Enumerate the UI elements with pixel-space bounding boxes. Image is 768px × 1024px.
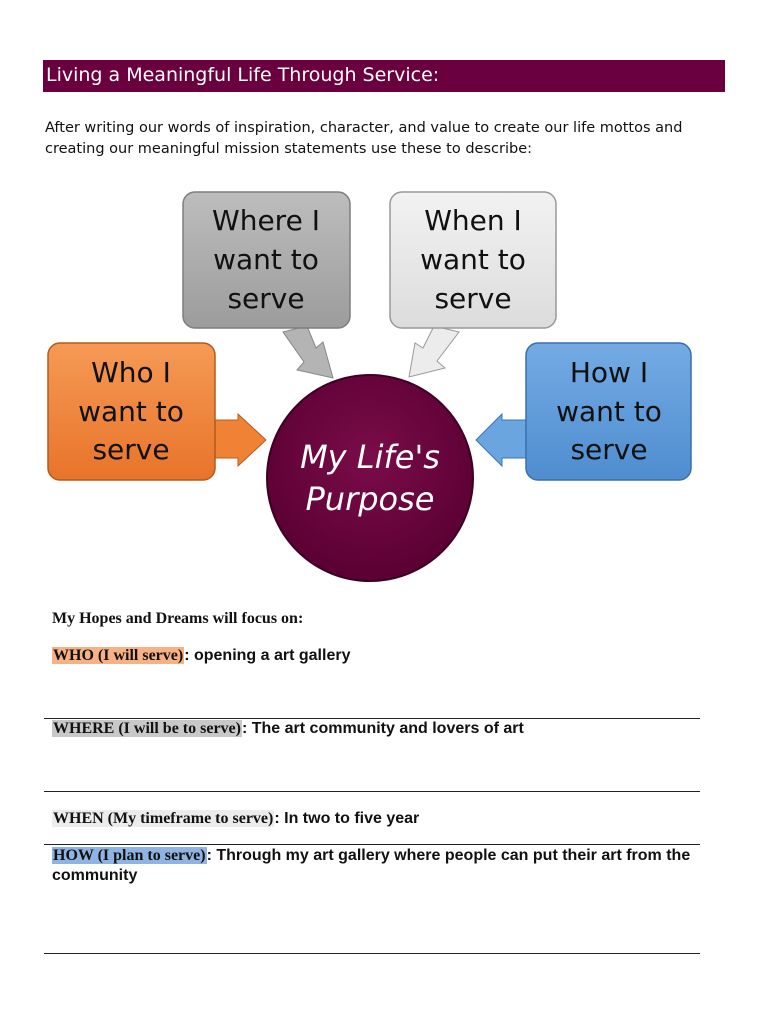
who-value: : opening a art gallery	[184, 647, 351, 664]
when-row	[52, 809, 702, 829]
how-label: HOW (I plan to serve)	[53, 847, 206, 864]
how-line-1: How I	[569, 356, 649, 389]
who-row	[52, 646, 702, 666]
when-line-3: serve	[434, 282, 512, 315]
how-row	[52, 846, 702, 886]
page-title: Living a Meaningful Life Through Service:	[46, 64, 440, 86]
how-value: : Through my art gallery where people can put their art from the community	[52, 847, 691, 884]
hopes-heading: My Hopes and Dreams will focus on:	[52, 610, 304, 627]
intro-paragraph: After writing our words of inspiration, character, and value to create our life mottos and creating our meaningful mission statements use these to describe:	[45, 120, 683, 157]
who-label: WHO (I will serve)	[53, 647, 184, 664]
when-value: : In two to five year	[274, 810, 420, 827]
how-line-2: want to	[556, 395, 662, 428]
when-line-1: When I	[424, 204, 522, 237]
center-line-2: Purpose	[305, 480, 435, 518]
arrow-where	[283, 326, 333, 378]
divider-2	[44, 791, 700, 792]
where-line-1: Where I	[212, 204, 320, 237]
center-circle	[267, 375, 473, 581]
where-value: : The art community and lovers of art	[241, 720, 524, 737]
arrow-who	[213, 414, 266, 466]
when-line-2: want to	[420, 243, 526, 276]
where-row	[52, 719, 702, 739]
when-label: WHEN (My timeframe to serve)	[53, 810, 274, 827]
who-line-2: want to	[78, 395, 184, 428]
arrow-when	[409, 326, 459, 377]
arrow-how	[476, 414, 527, 466]
box-where	[183, 192, 350, 328]
how-line-3: serve	[570, 433, 648, 466]
where-line-3: serve	[227, 282, 305, 315]
where-line-2: want to	[213, 243, 319, 276]
center-line-1: My Life's	[300, 438, 440, 476]
who-line-1: Who I	[91, 356, 171, 389]
box-when	[390, 192, 556, 328]
where-label: WHERE (I will be to serve)	[53, 720, 241, 737]
divider-3	[44, 844, 700, 845]
box-who	[48, 343, 215, 480]
divider-4	[44, 953, 700, 954]
box-how	[526, 343, 691, 480]
who-line-3: serve	[92, 433, 170, 466]
